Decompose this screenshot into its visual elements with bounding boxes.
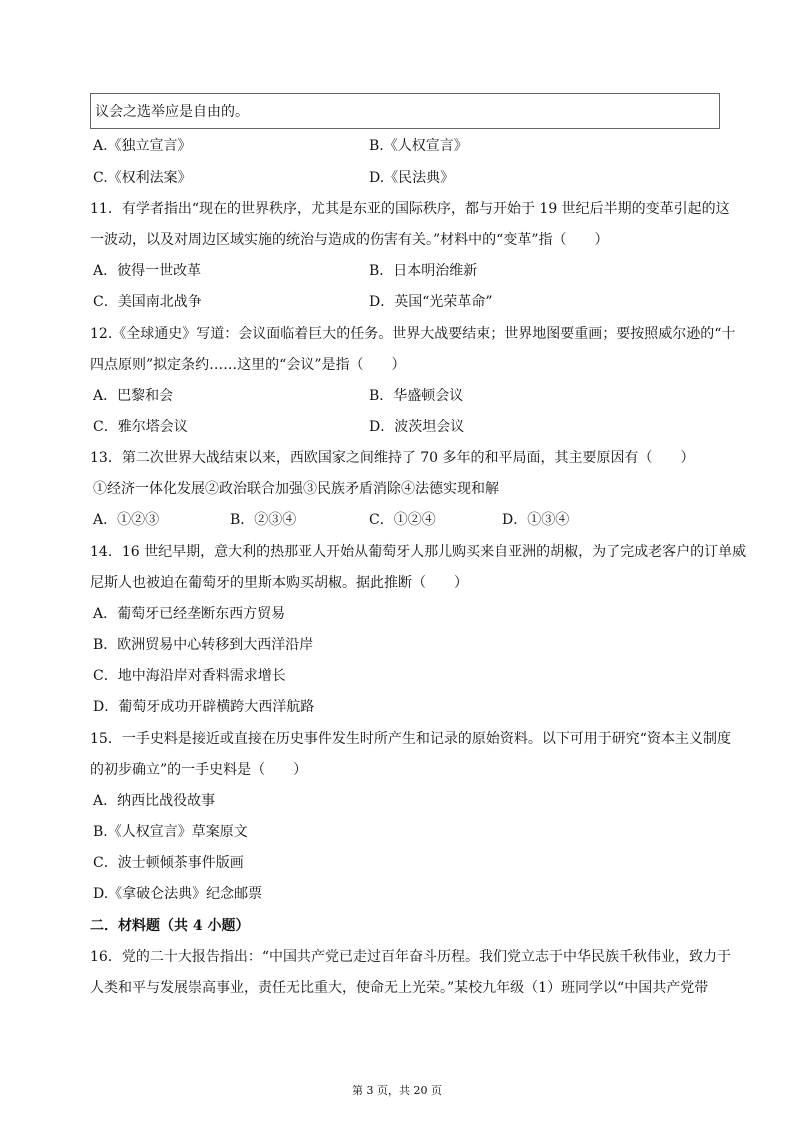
q14-option-a[interactable]: A．葡萄牙已经垄断东西方贸易 <box>93 606 286 622</box>
q12-option-c[interactable]: C．雅尔塔会议 <box>93 419 188 435</box>
q14-option-c[interactable]: C．地中海沿岸对香料需求增长 <box>93 668 286 684</box>
q16-stem-line-1: 16．党的二十大报告指出：“中国共产党已走过百年奋斗历程。我们党立志于中华民族千秋伟业，致力于 <box>90 949 731 965</box>
q14-option-b[interactable]: B．欧洲贸易中心转移到大西洋沿岸 <box>93 637 314 653</box>
q10-option-b[interactable]: B.《人权宣言》 <box>369 138 468 154</box>
q13-items: ①经济一体化发展②政治联合加强③民族矛盾消除④法德实现和解 <box>93 481 499 497</box>
page-footer: 第 3 页，共 20 页 <box>352 1084 442 1097</box>
q10-option-c[interactable]: C.《权利法案》 <box>93 170 192 186</box>
q15-option-b[interactable]: B.《人权宣言》草案原文 <box>93 824 248 840</box>
q12-option-a[interactable]: A．巴黎和会 <box>93 388 174 404</box>
q11-option-d[interactable]: D．英国“光荣革命” <box>369 294 493 310</box>
q11-stem-line-1: 11．有学者指出“现在的世界秩序，尤其是东亚的国际秩序，都与开始于 19 世纪后半期的变革引起的这 <box>90 201 730 217</box>
q13-option-d[interactable]: D．①③④ <box>502 512 570 528</box>
material-text: 议会之选举应是自由的。 <box>95 104 249 120</box>
q13-option-a[interactable]: A．①②③ <box>93 512 160 528</box>
q10-option-d[interactable]: D.《民法典》 <box>369 170 455 186</box>
q15-option-c[interactable]: C．波士顿倾茶事件版画 <box>93 855 244 871</box>
q15-stem-line-2: 的初步确立”的一手史料是（ ） <box>90 762 308 778</box>
q11-option-c[interactable]: C．美国南北战争 <box>93 294 202 310</box>
q14-stem-line-1: 14．16 世纪早期，意大利的热那亚人开始从葡萄牙人那儿购买来自亚洲的胡椒，为了完成老客户的订单威 <box>90 544 747 560</box>
q12-stem-line-2: 四点原则”拟定条约……这里的“会议”是指（ ） <box>90 357 406 373</box>
q12-option-b[interactable]: B．华盛顿会议 <box>369 388 464 404</box>
q16-stem-line-2: 人类和平与发展崇高事业，责任无比重大，使命无上光荣。”某校九年级（1）班同学以“中国共产党带 <box>90 980 709 996</box>
q12-stem-line-1: 12.《全球通史》写道：会议面临着巨大的任务。世界大战要结束；世界地图要重画；要按照威尔逊的“十 <box>90 326 736 342</box>
material-box <box>90 93 720 129</box>
q13-stem: 13．第二次世界大战结束以来，西欧国家之间维持了 70 多年的和平局面，其主要原因有（ ） <box>90 450 695 466</box>
q12-option-d[interactable]: D．波茨坦会议 <box>369 419 465 435</box>
q11-stem-line-2: 一波动，以及对周边区域实施的统治与造成的伤害有关。”材料中的“变革”指（ ） <box>90 232 609 248</box>
q13-option-b[interactable]: B．②③④ <box>230 512 297 528</box>
q10-option-a[interactable]: A.《独立宣言》 <box>93 138 192 154</box>
q15-option-d[interactable]: D.《拿破仑法典》纪念邮票 <box>93 886 263 902</box>
q15-option-a[interactable]: A．纳西比战役故事 <box>93 793 216 809</box>
q15-stem-line-1: 15．一手史料是接近或直接在历史事件发生时所产生和记录的原始资料。以下可用于研究“资本主义制度 <box>90 731 731 747</box>
q14-option-d[interactable]: D．葡萄牙成功开辟横跨大西洋航路 <box>93 699 315 715</box>
q14-stem-line-2: 尼斯人也被迫在葡萄牙的里斯本购买胡椒。据此推断（ ） <box>90 575 468 591</box>
section-2-heading: 二．材料题（共 4 小题） <box>90 918 250 934</box>
q11-option-b[interactable]: B．日本明治维新 <box>369 263 478 279</box>
q11-option-a[interactable]: A．彼得一世改革 <box>93 263 202 279</box>
q13-option-c[interactable]: C．①②④ <box>369 512 436 528</box>
